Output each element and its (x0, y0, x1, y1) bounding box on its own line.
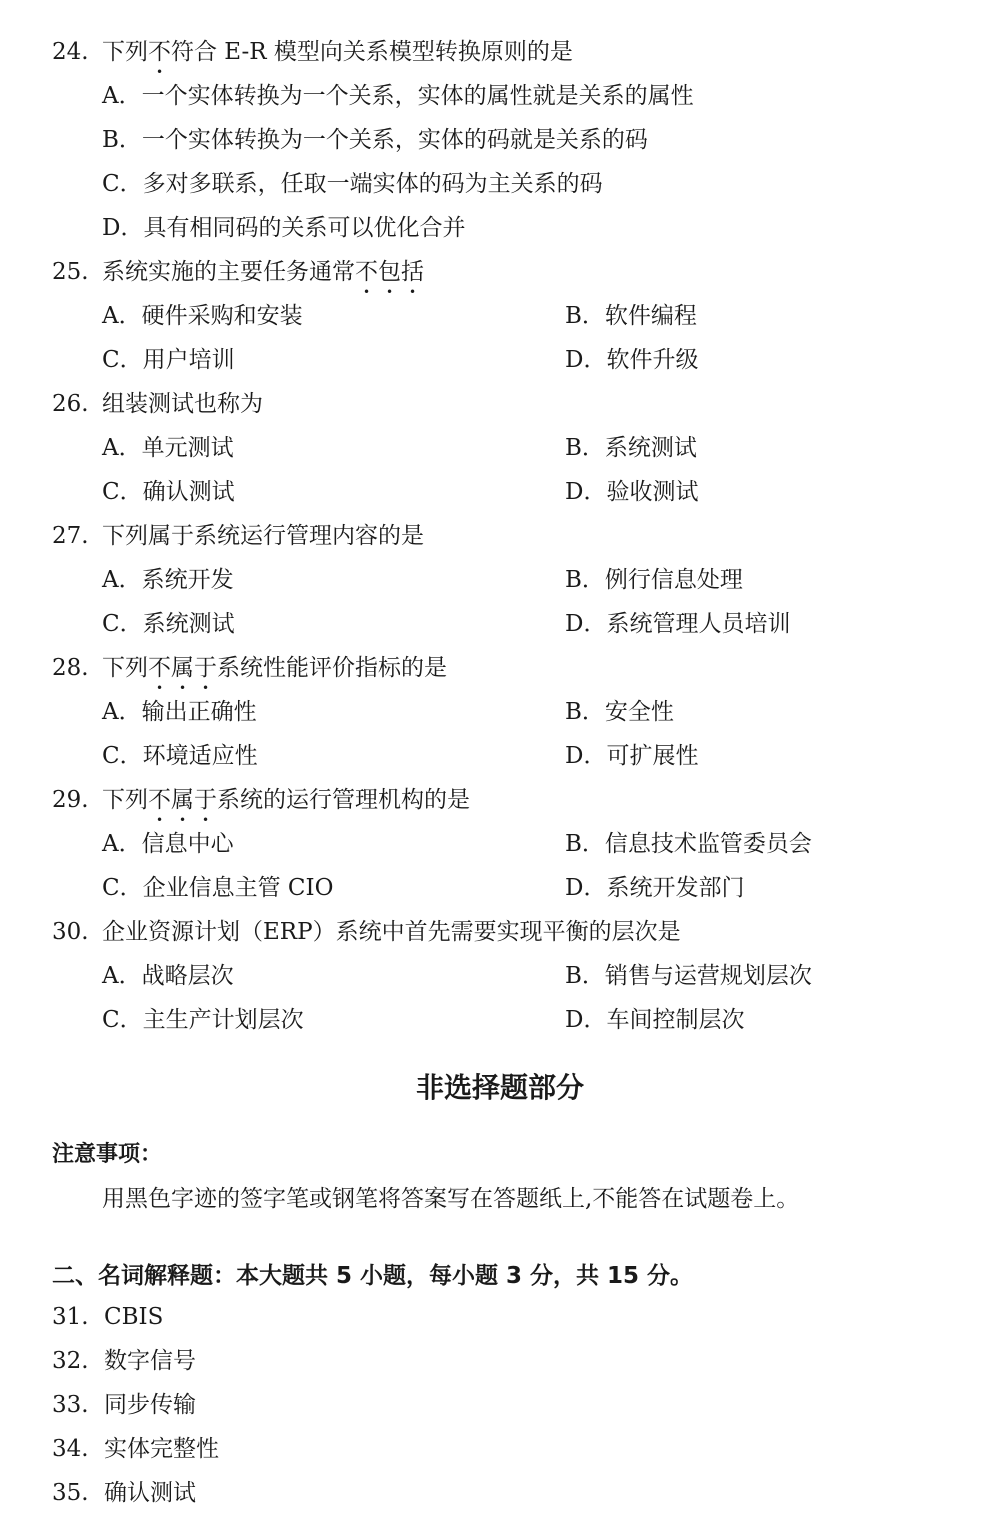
question-stem: 下列不属于系统的运行管理机构的是 (102, 787, 470, 813)
option-d: D．系统管理人员培训 (565, 611, 791, 637)
notice-label: 注意事项： (52, 1142, 163, 1167)
item-number: 33. (52, 1392, 89, 1418)
option-a: A．输出正确性 (102, 699, 257, 725)
option-c: C．主生产计划层次 (102, 1007, 304, 1033)
option-a: A．硬件采购和安装 (102, 303, 303, 329)
option-b: B．安全性 (565, 699, 674, 725)
emphasis-text: 不 (148, 39, 171, 65)
option-d: D．车间控制层次 (565, 1007, 745, 1033)
question-stem: 组装测试也称为 (102, 391, 263, 417)
option-b: B．例行信息处理 (565, 567, 743, 593)
section-title: 非选择题部分 (415, 1071, 584, 1104)
emphasis-text: 不属于 (148, 787, 217, 813)
item-number: 34. (52, 1436, 89, 1462)
item-text: 数字信号 (104, 1348, 196, 1374)
option-a: A．单元测试 (102, 435, 234, 461)
option-a: A．信息中心 (102, 831, 234, 857)
option-d: D．可扩展性 (565, 743, 699, 769)
option-c: C．环境适应性 (102, 743, 258, 769)
question-number: 29. (52, 787, 89, 813)
section-2-heading (52, 1257, 693, 1290)
question-number: 30. (52, 919, 89, 945)
option-b: B．信息技术监管委员会 (565, 831, 812, 857)
emphasis-text: 不包括 (355, 259, 424, 285)
question-stem: 下列不符合 E-R 模型向关系模型转换原则的是 (102, 39, 573, 65)
item-text: 同步传输 (104, 1392, 196, 1418)
option-a: A．一个实体转换为一个关系，实体的属性就是关系的属性 (102, 83, 694, 109)
option-b: B．一个实体转换为一个关系，实体的码就是关系的码 (102, 127, 648, 153)
option-c: C．多对多联系，任取一端实体的码为主关系的码 (102, 171, 603, 197)
option-a: A．系统开发 (102, 567, 234, 593)
item-number: 35. (52, 1480, 89, 1506)
emphasis-text: 不属于 (148, 655, 217, 681)
question-number: 24. (52, 39, 89, 65)
option-b: B．销售与运营规划层次 (565, 963, 812, 989)
question-stem: 下列不属于系统性能评价指标的是 (102, 655, 447, 681)
item-text: CBIS (104, 1304, 164, 1330)
option-a: A．战略层次 (102, 963, 234, 989)
section-2-head: 二、名词解释题：本大题共 5 小题，每小题 3 分，共 15 分。 (52, 1263, 694, 1289)
item-number: 32. (52, 1348, 89, 1374)
option-b: B．软件编程 (565, 303, 697, 329)
option-d: D．具有相同码的关系可以优化合并 (102, 215, 466, 241)
option-c: C．企业信息主管 CIO (102, 875, 334, 901)
option-d: D．软件升级 (565, 347, 699, 373)
item-text: 确认测试 (104, 1480, 196, 1506)
option-c: C．确认测试 (102, 479, 235, 505)
option-c: C．用户培训 (102, 347, 235, 373)
question-number: 26. (52, 391, 89, 417)
question-stem: 企业资源计划（ERP）系统中首先需要实现平衡的层次是 (102, 919, 681, 945)
notice-text: 用黑色字迹的签字笔或钢笔将答案写在答题纸上,不能答在试题卷上。 (102, 1186, 800, 1212)
item-text: 实体完整性 (104, 1436, 219, 1462)
question-number: 27. (52, 523, 89, 549)
question-stem: 系统实施的主要任务通常不包括 (102, 259, 424, 285)
item-number: 31. (52, 1304, 89, 1330)
option-c: C．系统测试 (102, 611, 235, 637)
question-stem: 下列属于系统运行管理内容的是 (102, 523, 424, 549)
question-number: 28. (52, 655, 89, 681)
option-d: D．验收测试 (565, 479, 699, 505)
question-number: 25. (52, 259, 89, 285)
option-b: B．系统测试 (565, 435, 697, 461)
option-d: D．系统开发部门 (565, 875, 745, 901)
